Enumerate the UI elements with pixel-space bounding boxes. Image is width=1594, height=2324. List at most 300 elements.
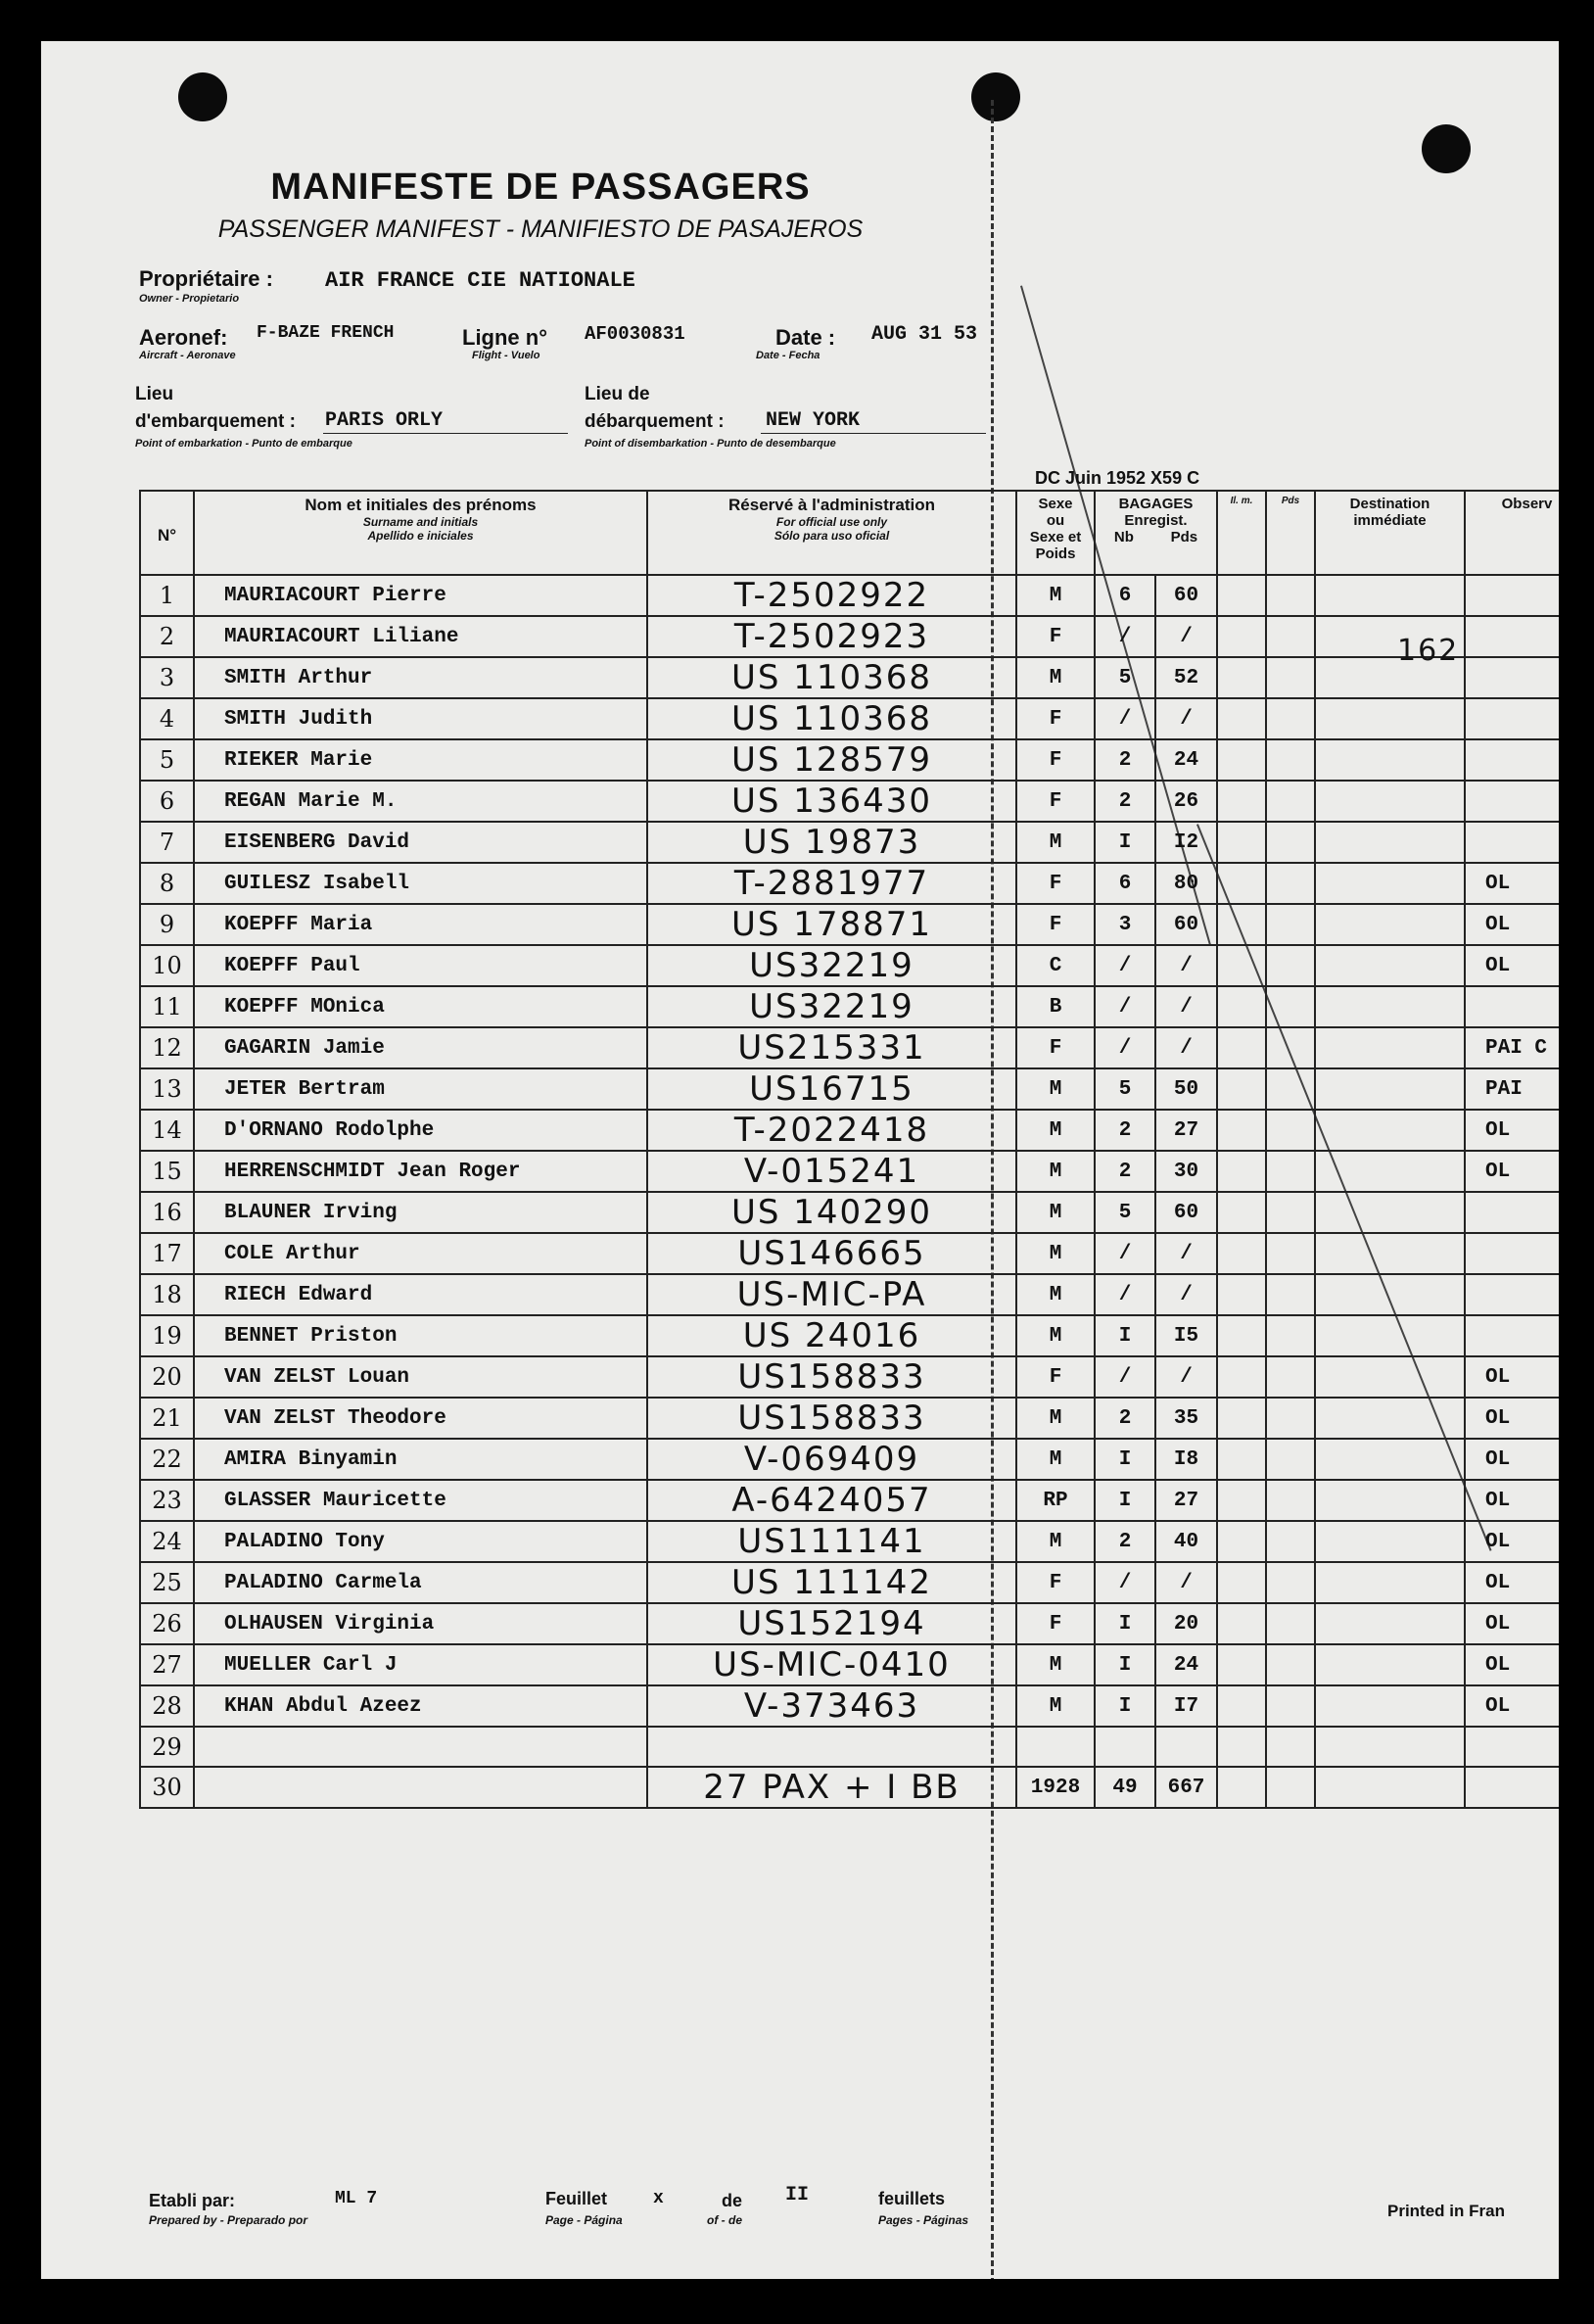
table-row (140, 1315, 1559, 1356)
official-reference: A-6424057 (647, 1480, 1016, 1521)
baggage-weight (1155, 1727, 1217, 1767)
passenger-number: 14 (140, 1110, 194, 1151)
table-row (140, 1151, 1559, 1192)
col-sex: Sexe ou Sexe et Poids (1016, 491, 1095, 575)
baggage-weight: / (1155, 1562, 1217, 1603)
passenger-sex: M (1016, 1192, 1095, 1233)
passenger-name: PALADINO Carmela (194, 1562, 647, 1603)
passenger-number: 11 (140, 986, 194, 1027)
baggage-count: 6 (1095, 863, 1155, 904)
official-reference: US111141 (647, 1521, 1016, 1562)
passenger-name: KOEPFF MOnica (194, 986, 647, 1027)
other-2 (1266, 1068, 1315, 1110)
passenger-sex: F (1016, 904, 1095, 945)
owner-label: Propriétaire : (139, 266, 273, 291)
destination (1315, 1233, 1465, 1274)
baggage-count: I (1095, 1480, 1155, 1521)
observation (1465, 739, 1559, 781)
destination (1315, 1151, 1465, 1192)
passenger-number: 30 (140, 1767, 194, 1808)
observation (1465, 698, 1559, 739)
table-row (140, 698, 1559, 739)
observation (1465, 822, 1559, 863)
other-2 (1266, 1274, 1315, 1315)
baggage-count (1095, 1727, 1155, 1767)
official-reference: US32219 (647, 945, 1016, 986)
official-reference: US 111142 (647, 1562, 1016, 1603)
other-2 (1266, 616, 1315, 657)
baggage-count: / (1095, 1562, 1155, 1603)
other-2 (1266, 1521, 1315, 1562)
passenger-number: 4 (140, 698, 194, 739)
table-header (140, 491, 1559, 575)
passenger-name: OLHAUSEN Virginia (194, 1603, 647, 1644)
passenger-number: 5 (140, 739, 194, 781)
col-observations: Observ (1465, 491, 1559, 575)
baggage-count: 2 (1095, 1398, 1155, 1439)
official-reference: US152194 (647, 1603, 1016, 1644)
destination (1315, 1274, 1465, 1315)
passenger-sex: M (1016, 1644, 1095, 1685)
official-reference: US 140290 (647, 1192, 1016, 1233)
destination (1315, 1767, 1465, 1808)
baggage-weight: I7 (1155, 1685, 1217, 1727)
col-other-2: Pds (1266, 491, 1315, 575)
destination (1315, 698, 1465, 739)
passenger-number: 6 (140, 781, 194, 822)
punch-hole (971, 72, 1020, 121)
baggage-count: 5 (1095, 657, 1155, 698)
other-2 (1266, 1315, 1315, 1356)
table-row (140, 616, 1559, 657)
other-2 (1266, 1110, 1315, 1151)
destination (1315, 986, 1465, 1027)
official-reference: T-2022418 (647, 1110, 1016, 1151)
official-reference: T-2502922 (647, 575, 1016, 616)
owner-sub: Owner - Propietario (139, 293, 240, 305)
passenger-number: 8 (140, 863, 194, 904)
other-1 (1217, 1315, 1266, 1356)
baggage-weight: I5 (1155, 1315, 1217, 1356)
passenger-number: 25 (140, 1562, 194, 1603)
passenger-number: 23 (140, 1480, 194, 1521)
passenger-name: JETER Bertram (194, 1068, 647, 1110)
destination (1315, 822, 1465, 863)
official-reference: US32219 (647, 986, 1016, 1027)
passenger-sex: B (1016, 986, 1095, 1027)
embark-value: PARIS ORLY (325, 409, 444, 432)
observation (1465, 986, 1559, 1027)
observation (1465, 657, 1559, 698)
other-1 (1217, 904, 1266, 945)
sheet-value: x (653, 2189, 664, 2208)
official-reference: US-MIC-0410 (647, 1644, 1016, 1685)
passenger-sex: F (1016, 863, 1095, 904)
destination (1315, 1192, 1465, 1233)
destination (1315, 945, 1465, 986)
other-2 (1266, 1603, 1315, 1644)
passenger-sex: M (1016, 1068, 1095, 1110)
sheet-label: Feuillet (545, 2189, 608, 2208)
passenger-number: 3 (140, 657, 194, 698)
date-label: Date : (775, 325, 836, 350)
official-reference: US-MIC-PA (647, 1274, 1016, 1315)
passenger-number: 28 (140, 1685, 194, 1727)
baggage-weight: 52 (1155, 657, 1217, 698)
passenger-sex: M (1016, 1398, 1095, 1439)
other-2 (1266, 1480, 1315, 1521)
prepared-value: ML 7 (335, 2189, 378, 2208)
observation: OL (1465, 863, 1559, 904)
other-1 (1217, 945, 1266, 986)
passenger-name: HERRENSCHMIDT Jean Roger (194, 1151, 647, 1192)
destination (1315, 1110, 1465, 1151)
other-2 (1266, 1398, 1315, 1439)
observation: OL (1465, 1356, 1559, 1398)
embark-underline (323, 433, 568, 434)
baggage-count: 49 (1095, 1767, 1155, 1808)
destination (1315, 1521, 1465, 1562)
other-1 (1217, 1767, 1266, 1808)
table-row (140, 739, 1559, 781)
destination (1315, 739, 1465, 781)
official-reference (647, 1727, 1016, 1767)
official-reference: US16715 (647, 1068, 1016, 1110)
table-row (140, 1439, 1559, 1480)
other-2 (1266, 1562, 1315, 1603)
official-reference: US146665 (647, 1233, 1016, 1274)
baggage-count: / (1095, 1233, 1155, 1274)
passenger-name: REGAN Marie M. (194, 781, 647, 822)
other-1 (1217, 1644, 1266, 1685)
observation (1465, 1767, 1559, 1808)
destination (1315, 1603, 1465, 1644)
other-2 (1266, 986, 1315, 1027)
other-1 (1217, 822, 1266, 863)
passenger-sex: C (1016, 945, 1095, 986)
passenger-number: 12 (140, 1027, 194, 1068)
other-2 (1266, 945, 1315, 986)
table-row (140, 781, 1559, 822)
owner-value: AIR FRANCE CIE NATIONALE (325, 268, 635, 293)
observation: OL (1465, 1151, 1559, 1192)
passenger-sex: M (1016, 657, 1095, 698)
passenger-number: 1 (140, 575, 194, 616)
aircraft-value: F-BAZE FRENCH (257, 323, 395, 343)
observation (1465, 616, 1559, 657)
other-1 (1217, 1027, 1266, 1068)
observation: OL (1465, 1644, 1559, 1685)
official-reference: T-2881977 (647, 863, 1016, 904)
other-2 (1266, 657, 1315, 698)
passenger-name: D'ORNANO Rodolphe (194, 1110, 647, 1151)
other-1 (1217, 1068, 1266, 1110)
passenger-sex: M (1016, 575, 1095, 616)
other-1 (1217, 781, 1266, 822)
passenger-name: MAURIACOURT Pierre (194, 575, 647, 616)
passenger-name: BLAUNER Irving (194, 1192, 647, 1233)
baggage-weight: I8 (1155, 1439, 1217, 1480)
baggage-count: 2 (1095, 1110, 1155, 1151)
baggage-weight: 60 (1155, 1192, 1217, 1233)
baggage-count: 6 (1095, 575, 1155, 616)
table-row (140, 945, 1559, 986)
table-row (140, 575, 1559, 616)
baggage-weight: / (1155, 616, 1217, 657)
other-1 (1217, 1356, 1266, 1398)
manifest-page (41, 41, 1559, 2279)
passenger-number: 2 (140, 616, 194, 657)
destination (1315, 1562, 1465, 1603)
passenger-name: KOEPFF Maria (194, 904, 647, 945)
other-1 (1217, 1110, 1266, 1151)
other-1 (1217, 575, 1266, 616)
passenger-table (139, 490, 1559, 1809)
passenger-name: GUILESZ Isabell (194, 863, 647, 904)
pages-sub: Pages - Páginas (878, 2213, 969, 2227)
baggage-weight: / (1155, 986, 1217, 1027)
printed-in: Printed in Fran (1387, 2202, 1505, 2220)
other-1 (1217, 616, 1266, 657)
baggage-weight: / (1155, 1356, 1217, 1398)
passenger-name (194, 1727, 647, 1767)
date-sub: Date - Fecha (756, 350, 820, 361)
baggage-count: 2 (1095, 1151, 1155, 1192)
table-row (140, 1192, 1559, 1233)
passenger-name: RIEKER Marie (194, 739, 647, 781)
baggage-weight: 27 (1155, 1110, 1217, 1151)
other-2 (1266, 1439, 1315, 1480)
baggage-weight: 40 (1155, 1521, 1217, 1562)
passenger-name: AMIRA Binyamin (194, 1439, 647, 1480)
aircraft-label: Aeronef: (139, 325, 228, 350)
other-2 (1266, 575, 1315, 616)
baggage-weight: / (1155, 1027, 1217, 1068)
passenger-number: 24 (140, 1521, 194, 1562)
baggage-weight: 24 (1155, 739, 1217, 781)
passenger-name (194, 1767, 647, 1808)
other-2 (1266, 822, 1315, 863)
destination (1315, 1068, 1465, 1110)
sheet-sub: Page - Página (545, 2213, 623, 2227)
observation (1465, 1315, 1559, 1356)
destination (1315, 1315, 1465, 1356)
page-title: MANIFESTE DE PASSAGERS (270, 166, 811, 208)
embark-label-1: Lieu (135, 384, 174, 404)
other-2 (1266, 904, 1315, 945)
official-reference: US158833 (647, 1356, 1016, 1398)
passenger-sex: M (1016, 1233, 1095, 1274)
of-value: II (785, 2184, 810, 2206)
official-reference: V-373463 (647, 1685, 1016, 1727)
other-2 (1266, 1356, 1315, 1398)
disembark-label-1: Lieu de (585, 384, 650, 404)
passenger-name: COLE Arthur (194, 1233, 647, 1274)
col-other-1: Il. m. (1217, 491, 1266, 575)
table-row (140, 822, 1559, 863)
passenger-number: 13 (140, 1068, 194, 1110)
passenger-sex: F (1016, 1603, 1095, 1644)
form-stamp: DC Juin 1952 X59 C (1035, 468, 1200, 488)
table-row (140, 1356, 1559, 1398)
page-subtitle: PASSENGER MANIFEST - MANIFIESTO DE PASAJEROS (217, 215, 864, 243)
col-baggage: BAGAGES Enregist. Nb Pds (1095, 491, 1217, 575)
passenger-name: MAURIACOURT Liliane (194, 616, 647, 657)
destination (1315, 1356, 1465, 1398)
baggage-weight: / (1155, 1274, 1217, 1315)
baggage-weight: 27 (1155, 1480, 1217, 1521)
passenger-name: BENNET Priston (194, 1315, 647, 1356)
baggage-count: 2 (1095, 739, 1155, 781)
passenger-number: 7 (140, 822, 194, 863)
passenger-name: GLASSER Mauricette (194, 1480, 647, 1521)
table-row (140, 1767, 1559, 1808)
passenger-sex: M (1016, 1685, 1095, 1727)
other-2 (1266, 1233, 1315, 1274)
prepared-sub: Prepared by - Preparado por (149, 2213, 308, 2227)
official-reference: US215331 (647, 1027, 1016, 1068)
passenger-name: GAGARIN Jamie (194, 1027, 647, 1068)
baggage-weight: 60 (1155, 575, 1217, 616)
baggage-count: / (1095, 698, 1155, 739)
baggage-count: / (1095, 1274, 1155, 1315)
other-2 (1266, 1151, 1315, 1192)
passenger-sex: F (1016, 698, 1095, 739)
destination (1315, 1727, 1465, 1767)
baggage-count: 5 (1095, 1192, 1155, 1233)
observation: PAI (1465, 1068, 1559, 1110)
flight-label: Ligne n° (462, 325, 548, 350)
observation: OL (1465, 1398, 1559, 1439)
passenger-number: 22 (140, 1439, 194, 1480)
other-1 (1217, 1521, 1266, 1562)
baggage-count: I (1095, 822, 1155, 863)
destination (1315, 781, 1465, 822)
other-2 (1266, 1192, 1315, 1233)
passenger-sex (1016, 1727, 1095, 1767)
table-row (140, 986, 1559, 1027)
passenger-name: RIECH Edward (194, 1274, 647, 1315)
baggage-weight: 20 (1155, 1603, 1217, 1644)
other-1 (1217, 739, 1266, 781)
passenger-sex: M (1016, 822, 1095, 863)
col-reserved: Réservé à l'administration For official use only Sólo para uso oficial (647, 491, 1016, 575)
official-reference: US 24016 (647, 1315, 1016, 1356)
baggage-weight: 26 (1155, 781, 1217, 822)
baggage-weight: 60 (1155, 904, 1217, 945)
baggage-count: / (1095, 1027, 1155, 1068)
prepared-label: Etabli par: (149, 2191, 236, 2210)
observation: OL (1465, 1439, 1559, 1480)
baggage-weight: / (1155, 1233, 1217, 1274)
destination (1315, 1398, 1465, 1439)
official-reference: US 136430 (647, 781, 1016, 822)
passenger-name: EISENBERG David (194, 822, 647, 863)
passenger-sex: M (1016, 1274, 1095, 1315)
destination (1315, 575, 1465, 616)
disembark-value: NEW YORK (766, 409, 861, 432)
other-2 (1266, 1644, 1315, 1685)
disembark-underline (761, 433, 986, 434)
other-2 (1266, 1767, 1315, 1808)
passenger-name: KOEPFF Paul (194, 945, 647, 986)
destination (1315, 863, 1465, 904)
observation (1465, 781, 1559, 822)
baggage-count: 3 (1095, 904, 1155, 945)
passenger-number: 15 (140, 1151, 194, 1192)
other-1 (1217, 1151, 1266, 1192)
destination (1315, 1480, 1465, 1521)
other-1 (1217, 863, 1266, 904)
other-1 (1217, 986, 1266, 1027)
baggage-weight: I2 (1155, 822, 1217, 863)
baggage-count: I (1095, 1603, 1155, 1644)
observation: PAI C (1465, 1027, 1559, 1068)
passenger-number: 10 (140, 945, 194, 986)
observation: OL (1465, 904, 1559, 945)
baggage-weight: 667 (1155, 1767, 1217, 1808)
table-row (140, 1233, 1559, 1274)
baggage-count: I (1095, 1685, 1155, 1727)
baggage-count: / (1095, 945, 1155, 986)
passenger-number: 27 (140, 1644, 194, 1685)
official-reference: US 128579 (647, 739, 1016, 781)
passenger-name: KHAN Abdul Azeez (194, 1685, 647, 1727)
passenger-sex: M (1016, 1151, 1095, 1192)
baggage-weight: 50 (1155, 1068, 1217, 1110)
passenger-number: 29 (140, 1727, 194, 1767)
baggage-count: 5 (1095, 1068, 1155, 1110)
passenger-sex: M (1016, 1521, 1095, 1562)
official-reference: V-069409 (647, 1439, 1016, 1480)
official-reference: 27 PAX + I BB (647, 1767, 1016, 1808)
destination (1315, 1439, 1465, 1480)
passenger-sex: 1928 (1016, 1767, 1095, 1808)
destination (1315, 1685, 1465, 1727)
official-reference: T-2502923 (647, 616, 1016, 657)
official-reference: US 19873 (647, 822, 1016, 863)
col-bag-weight: Pds (1170, 529, 1198, 545)
passenger-name: PALADINO Tony (194, 1521, 647, 1562)
of-label: de (722, 2191, 743, 2210)
destination (1315, 1644, 1465, 1685)
col-bag-no: Nb (1113, 529, 1134, 545)
observation: OL (1465, 1480, 1559, 1521)
table-row (140, 863, 1559, 904)
official-reference: V-015241 (647, 1151, 1016, 1192)
passenger-sex: RP (1016, 1480, 1095, 1521)
disembark-label-2: débarquement : (585, 411, 725, 432)
baggage-count: 2 (1095, 1521, 1155, 1562)
other-1 (1217, 1562, 1266, 1603)
pages-label: feuillets (878, 2189, 946, 2208)
other-2 (1266, 1027, 1315, 1068)
of-sub: of - de (707, 2213, 742, 2227)
baggage-weight: 35 (1155, 1398, 1217, 1439)
baggage-weight: / (1155, 698, 1217, 739)
table-row (140, 1027, 1559, 1068)
other-1 (1217, 698, 1266, 739)
table-row (140, 1603, 1559, 1644)
table-row (140, 1110, 1559, 1151)
observation (1465, 1727, 1559, 1767)
table-row (140, 1521, 1559, 1562)
table-row (140, 1480, 1559, 1521)
passenger-number: 9 (140, 904, 194, 945)
passenger-sex: M (1016, 1315, 1095, 1356)
flight-value: AF0030831 (585, 323, 685, 345)
other-2 (1266, 739, 1315, 781)
